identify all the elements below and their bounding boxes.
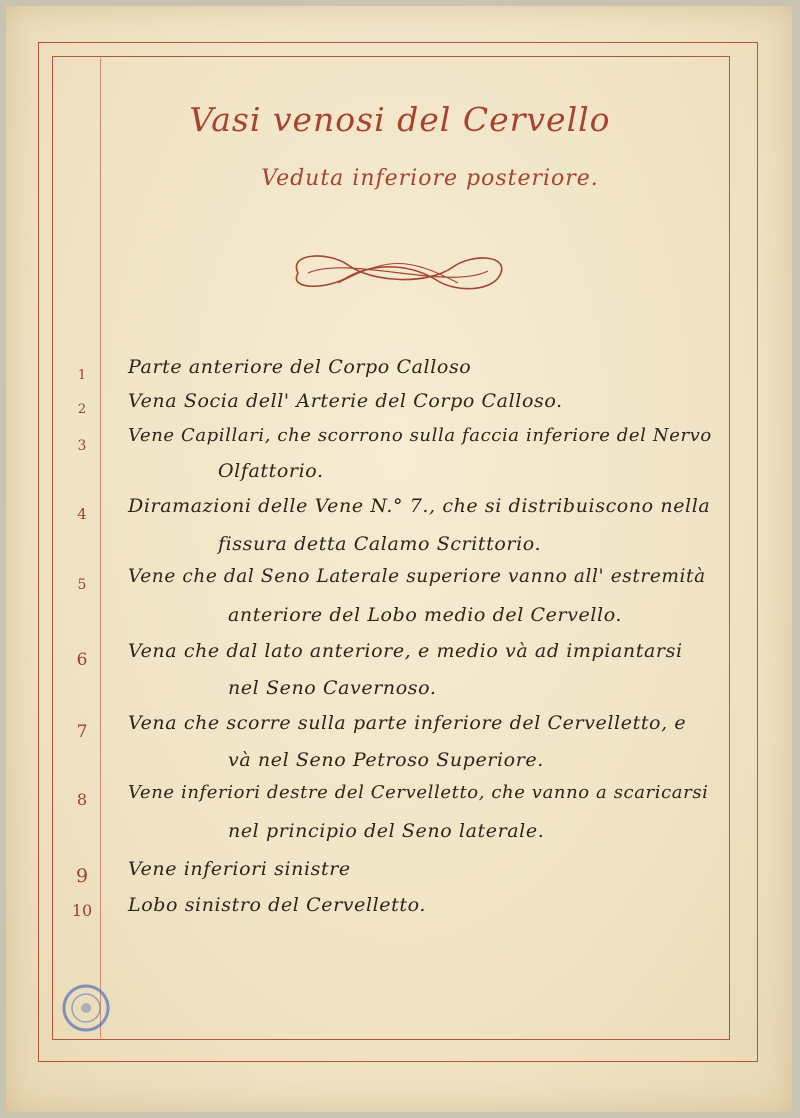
entry-text-continued: nel principio del Seno laterale. [228,820,545,842]
page-title: Vasi venosi del Cervello [189,100,611,139]
entry-text-continued: anteriore del Lobo medio del Cervello. [228,604,623,626]
library-stamp [56,978,116,1038]
decorative-flourish [278,245,518,301]
entry-text: Lobo sinistro del Cervelletto. [128,894,426,916]
entry-text: Parte anteriore del Corpo Calloso [128,356,472,378]
entry-text-continued: fissura detta Calamo Scrittorio. [218,533,542,555]
entry-text: Vena che dal lato anteriore, e medio và ad impiantarsi [128,640,683,662]
entry-text: Vene inferiori sinistre [128,858,351,880]
entry-text-continued: nel Seno Cavernoso. [228,677,437,699]
entry-number: 5 [77,577,87,593]
entry-text: Vene inferiori destre del Cervelletto, che vanno a scaricarsi [128,782,709,803]
entry-number: 10 [71,901,93,920]
entry-number: 3 [77,438,87,454]
page-subtitle: Veduta inferiore posteriore. [261,166,599,191]
margin-rule [100,58,101,1038]
entry-text: Vena che scorre sulla parte inferiore del Cervelletto, e [128,712,687,734]
entry-number: 4 [77,505,87,523]
entry-number: 1 [77,368,87,383]
entry-text-continued: và nel Seno Petroso Superiore. [228,749,544,771]
entry-number: 7 [76,722,88,742]
entry-number: 9 [75,865,89,887]
entry-number: 8 [76,790,88,809]
entry-number: 6 [76,650,88,670]
entry-text: Vene che dal Seno Laterale superiore vanno all' estremità [128,566,706,587]
entry-text-continued: Olfattorio. [218,460,324,482]
entry-number: 2 [77,402,87,417]
entry-text: Diramazioni delle Vene N.° 7., che si distribuiscono nella [128,495,711,517]
entry-text: Vena Socia dell' Arterie del Corpo Calloso. [128,390,563,412]
entry-text: Vene Capillari, che scorrono sulla faccia inferiore del Nervo [128,425,712,446]
